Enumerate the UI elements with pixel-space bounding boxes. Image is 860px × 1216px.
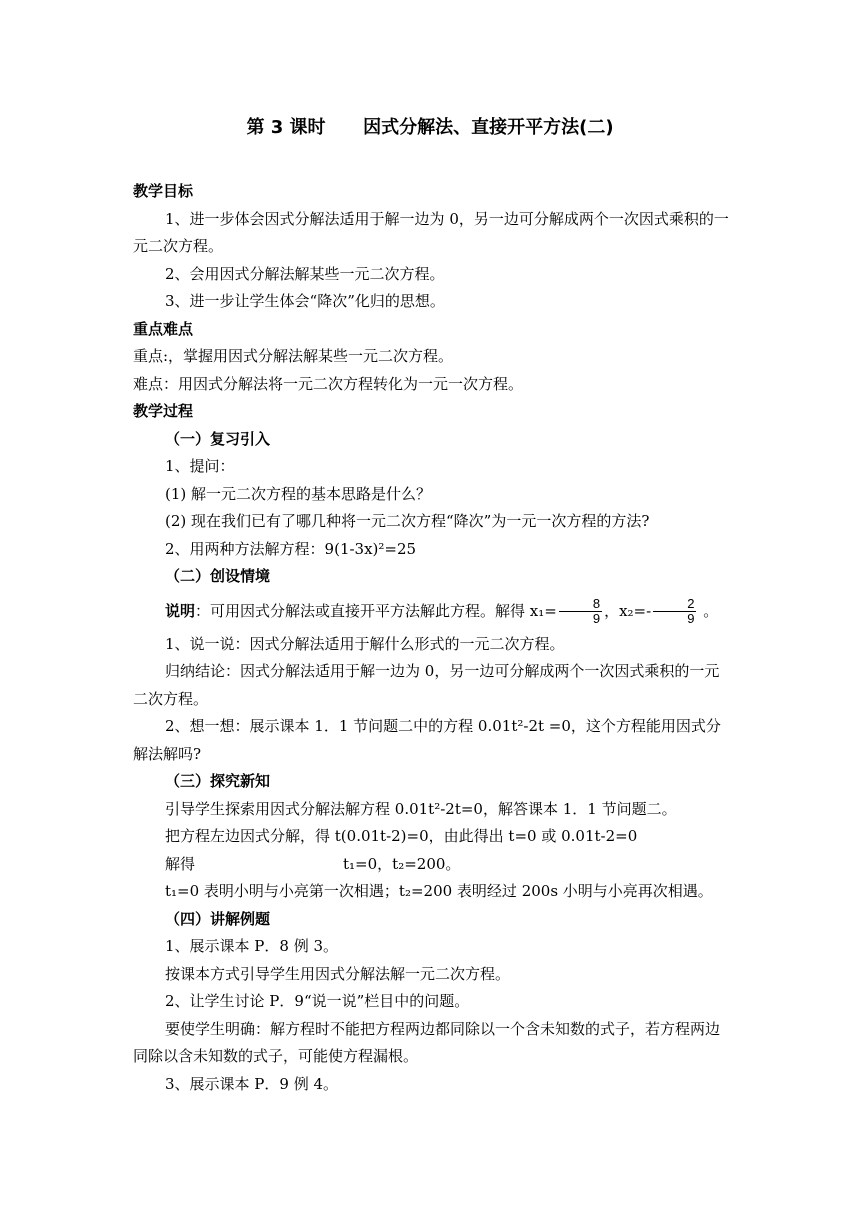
part3-line1: 引导学生探索用因式分解法解方程 0.01t²-2t=0，解答课本 1．1 节问题二。	[165, 799, 677, 818]
note-end: 。	[698, 601, 719, 620]
difficulty: 难点：用因式分解法将一元二次方程转化为一元一次方程。	[133, 374, 524, 393]
part2-item1: 1、说一说：因式分解法适用于解什么形式的一元二次方程。	[165, 634, 565, 653]
lesson-body	[133, 178, 733, 1098]
fraction-x1-denominator: 9	[592, 611, 601, 626]
goal-1: 1、进一步体会因式分解法适用于解一边为 0，另一边可分解成两个一次因式乘积的一元二次方程。	[133, 209, 729, 255]
process-heading: 教学过程	[133, 402, 194, 420]
part4-item3: 3、展示课本 P．9 例 4。	[165, 1074, 339, 1093]
part1-heading: （一）复习引入	[165, 429, 271, 448]
part2-heading: （二）创设情境	[165, 567, 271, 585]
part1-item1: 1、提问：	[165, 457, 235, 475]
part4-item1: 1、展示课本 P．8 例 3。	[165, 937, 339, 955]
fraction-x1-numerator: 8	[559, 597, 602, 612]
fraction-x2-numerator: 2	[653, 597, 696, 612]
part3-line4: t₁=0 表明小明与小亮第一次相遇；t₂=200 表明经过 200s 小明与小亮再次相遇。	[165, 882, 713, 900]
part3-solve-line	[133, 851, 733, 879]
note-line	[133, 591, 733, 631]
fraction-x2	[653, 597, 696, 626]
part2-item2: 2、想一想：展示课本 1．1 节问题二中的方程 0.01t²-2t =0，这个方程能用因式分解法解吗?	[133, 717, 721, 763]
part1-item2: 2、用两种方法解方程：9(1-3x)²=25	[165, 539, 417, 558]
part3-line2: 把方程左边因式分解，得 t(0.01t-2)=0，由此得出 t=0 或 0.01t-2=0	[165, 827, 638, 845]
goal-2: 2、会用因式分解法解某些一元二次方程。	[165, 264, 445, 283]
page-title: 第 3 课时 因式分解法、直接开平方法(二)	[246, 117, 614, 138]
part4-line2: 按课本方式引导学生用因式分解法解一元二次方程。	[165, 964, 511, 983]
key-point: 重点:，掌握用因式分解法解某些一元二次方程。	[133, 347, 454, 365]
note-text: ：可用因式分解法或直接开平方法解此方程。解得 x₁=	[195, 601, 557, 620]
goal-3: 3、进一步让学生体会“降次”化归的思想。	[165, 292, 445, 310]
part4-item2: 2、让学生讨论 P．9“说一说”栏目中的问题。	[165, 992, 470, 1010]
part1-question1: (1) 解一元二次方程的基本思路是什么？	[165, 484, 432, 503]
part1-question2: (2) 现在我们已有了哪几种将一元二次方程“降次”为一元一次方程的方法?	[165, 512, 650, 530]
fraction-x2-denominator: 9	[687, 611, 695, 626]
note-label: 说明	[165, 601, 196, 620]
keys-heading: 重点难点	[133, 319, 194, 338]
part4-line4: 要使学生明确：解方程时不能把方程两边都同除以一个含未知数的式子，若方程两边同除以含未知数的式子，可能使方程漏根。	[133, 1019, 721, 1065]
note-separator: ，x₂=-	[604, 601, 652, 620]
goals-heading: 教学目标	[133, 182, 194, 200]
solve-value: t₁=0，t₂=200。	[343, 854, 461, 873]
part2-conclusion: 归纳结论：因式分解法适用于解一边为 0，另一边可分解成两个一次因式乘积的一元二次方程。	[133, 662, 720, 708]
fraction-x1	[559, 597, 602, 626]
part4-heading: （四）讲解例题	[165, 909, 271, 928]
part3-heading: （三）探究新知	[165, 772, 271, 790]
solve-label: 解得	[165, 854, 196, 873]
